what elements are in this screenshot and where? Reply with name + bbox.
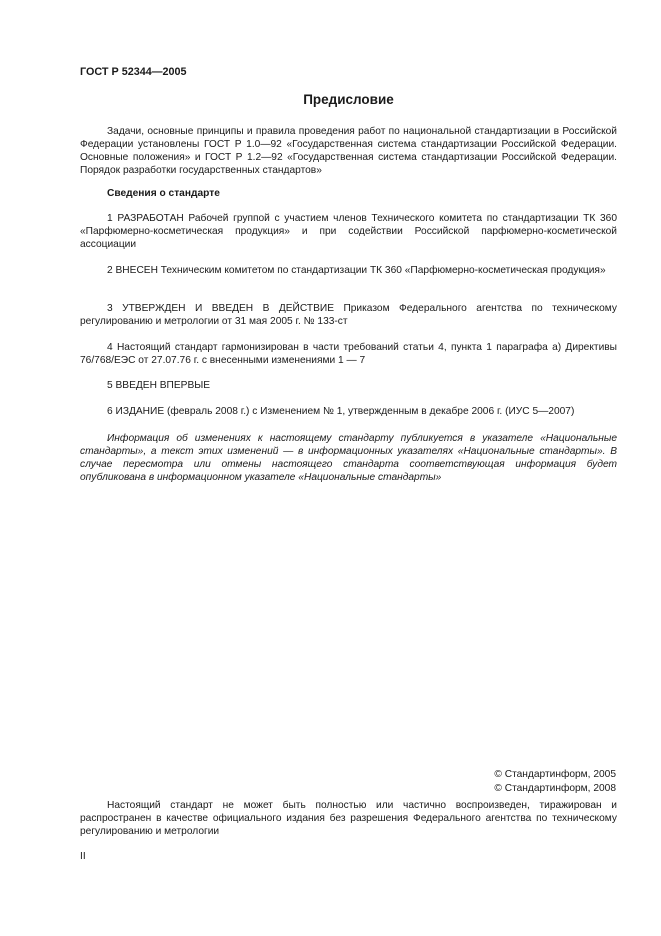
copyright-line-2008: © Стандартинформ, 2008 (494, 783, 616, 794)
info-item-2: 2 ВНЕСЕН Техническим комитетом по стандартизации ТК 360 «Парфюмерно-косметическая продукция» (107, 265, 606, 276)
info-item-4: 4 Настоящий стандарт гармонизирован в части требований статьи 4, пункта 1 параграфа а) Директивы 76/768/ЕЭС от 27.07.76 г. с внесенными изменениями 1 — 7 (80, 342, 617, 366)
copyright-block (440, 768, 616, 796)
page-number: II (80, 851, 86, 862)
info-item-6: 6 ИЗДАНИЕ (февраль 2008 г.) с Изменением № 1, утвержденным в декабре 2006 г. (ИУС 5—2007) (107, 406, 575, 417)
info-item-3: 3 УТВЕРЖДЕН И ВВЕДЕН В ДЕЙСТВИЕ Приказом Федерального агентства по техническому регулированию и метрологии от 31 мая 2005 г. № 133-ст (80, 303, 617, 327)
copyright-line-2005: © Стандартинформ, 2005 (494, 769, 616, 780)
changes-notice: Информация об изменениях к настоящему стандарту публикуется в указателе «Национальные стандарты», а текст этих изменений — в информационных указателях «Национальные стандарты». В случае пересмотра или отмены настоящего стандарта соответствующая информация будет опубликована в информационном указателе «Национальные стандарты» (80, 433, 617, 483)
intro-paragraph: Задачи, основные принципы и правила проведения работ по национальной стандартизации в Российской Федерации установлены ГОСТ Р 1.0—92 «Государственная система стандартизации Российской Федерации. Основные положения» и ГОСТ Р 1.2—92 «Государственная система стандартизации Российской Федерации. Порядок разработки государственных стандартов» (80, 126, 617, 176)
info-item-5: 5 ВВЕДЕН ВПЕРВЫЕ (107, 380, 211, 391)
info-heading: Сведения о стандарте (107, 188, 220, 199)
page-title: Предисловие (303, 92, 394, 107)
info-item-1: 1 РАЗРАБОТАН Рабочей группой с участием членов Технического комитета по стандартизации ТК 360 «Парфюмерно-косметическая продукция» и при содействии Российской парфюмерно-косметической ассоциации (80, 213, 617, 250)
reproduction-notice: Настоящий стандарт не может быть полностью или частично воспроизведен, тиражирован и распространен в качестве официального издания без разрешения Федерального агентства по техническому регулированию и метрологии (80, 800, 617, 837)
document-header: ГОСТ Р 52344—2005 (80, 66, 187, 78)
